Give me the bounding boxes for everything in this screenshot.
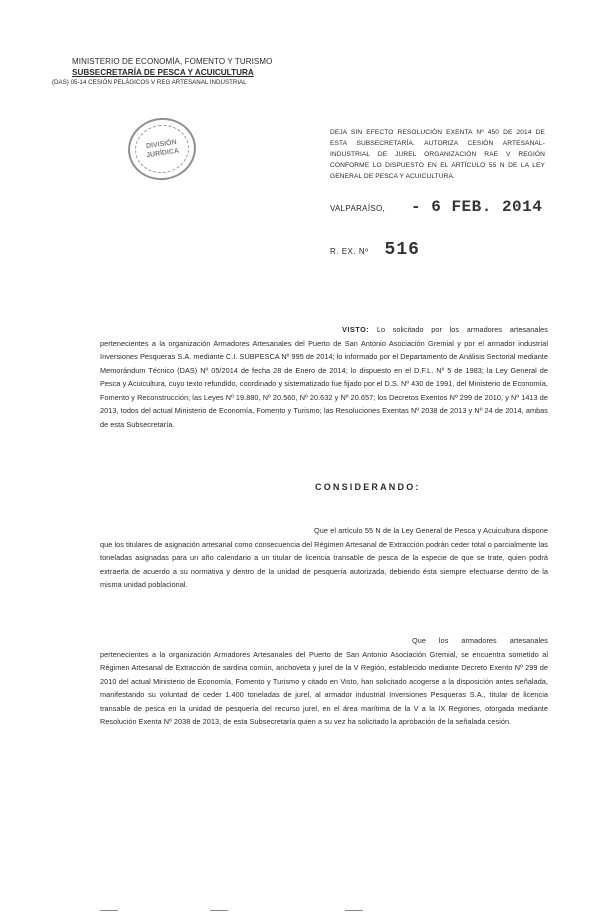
visto-keyword: VISTO: xyxy=(342,325,370,334)
visto-text: Lo solicitado por los armadores artesanales pertenecientes a la organización Armadores Artesanales del Puerto de San Antonio Asociación Gremial y por el armador industrial Inversiones Pesqueras S.A. mediante C.I. SUBPESCA Nº 995 de 2014; lo informado por el Departamento de Análisis Sectorial mediante Memorándum Técnico (DAS) Nº 05/2014 de fecha 28 de Enero de 2014; lo dispuesto en el D.F.L. Nº 5 de 1983; la Ley General de Pesca y Acuicultura, cuyo texto refundido, coordinado y sistematizado fue fijado por el D.S. Nº 430 de 1991, del Ministerio de Economía, Fomento y Reconstrucción; las Leyes Nº 19.880, Nº 20.560, Nº 20.632 y Nº 20.657; los Decretos Exentos Nº 299 de 2010, y Nº 1413 de 2013, todos del actual Ministerio de Economía, Fomento y Turismo; las Resoluciones Exentas Nº 2038 de 2013 y Nº 24 de 2014, ambas de esta Subsecretaría. xyxy=(100,325,548,429)
letterhead xyxy=(52,56,312,88)
department-reference: (DAS) 05-14 CESIÓN PELÁGICOS V REG ARTESANAL INDUSTRIAL xyxy=(52,79,247,86)
ministry-name: MINISTERIO DE ECONOMÍA, FOMENTO Y TURISMO xyxy=(72,57,273,66)
resolution-number-line xyxy=(330,240,420,260)
considerando-heading: CONSIDERANDO: xyxy=(315,482,421,492)
stamp-line-1: DIVISIÓN xyxy=(145,138,178,151)
stamp-line-2: JURÍDICA xyxy=(145,147,180,160)
undersecretariat-name: SUBSECRETARÍA DE PESCA Y ACUICULTURA xyxy=(72,68,254,77)
considerando-paragraph-2: Que los armadores artesanales pertenecientes a la organización Armadores Artesanales del Puerto de San Antonio Asociación Gremial, se encuentra sometido al Régimen Artesanal de Extracción de sardina común, anchoveta y jurel de la V Región, establecido mediante Decreto Exento Nº 299 de 2010 del actual Ministerio de Economía, Fomento y Turismo y citado en Visto, han solicitado acogerse a la disposición antes señalada, manifestando su voluntad de ceder 1.400 toneladas de jurel, al armador industrial Inversiones Pesqueras S.A., titular de licencia transable de pesca en la unidad de pesquería del recurso jurel, en el área marítima de la V a la IX Regiones, otorgada mediante Resolución Exenta Nº 2038 de 2013, de esta Subsecretaría quien a su vez ha solicitado la aprobación de la señalada cesión. xyxy=(100,636,548,726)
date-stamp: - 6 FEB. 2014 xyxy=(411,198,543,216)
visto-paragraph xyxy=(100,323,548,431)
considerando-paragraph-1: Que el artículo 55 N de la Ley General de Pesca y Acuicultura dispone que los titulares de asignación artesanal como consecuencia del Régimen Artesanal de Extracción podrán ceder total o parcialmente las toneladas asignadas para un año calendario a un titular de licencia transable de pesca de la especie de que se trate, quien podrá extraerla de acuerdo a su normativa y dentro de la unidad de pesquería autorizada, debiendo ésta siempre efectuarse dentro de la misma unidad poblacional. xyxy=(100,526,548,589)
footer-scan-marks xyxy=(0,904,600,918)
place-and-date xyxy=(330,198,542,216)
stamp-ring xyxy=(132,121,192,176)
resolution-label: R. EX. Nº xyxy=(330,247,369,256)
scan-mark xyxy=(210,910,228,911)
place: VALPARAÍSO, xyxy=(330,204,386,213)
scan-mark xyxy=(100,910,118,911)
division-stamp xyxy=(124,114,200,185)
resolution-summary: DEJA SIN EFECTO RESOLUCIÓN EXENTA Nº 450 DE 2014 DE ESTA SUBSECRETARÍA. AUTORIZA CESIÓN ARTESANAL-INDUSTRIAL DE JUREL ORGANIZACIÓN RAE V REGIÓN CONFORME LO DISPUESTO EN EL ARTÍCULO 55 N DE LA LEY GENERAL DE PESCA Y ACUICULTURA. xyxy=(330,129,545,180)
scan-mark xyxy=(345,910,363,911)
resolution-number: 516 xyxy=(384,240,420,260)
